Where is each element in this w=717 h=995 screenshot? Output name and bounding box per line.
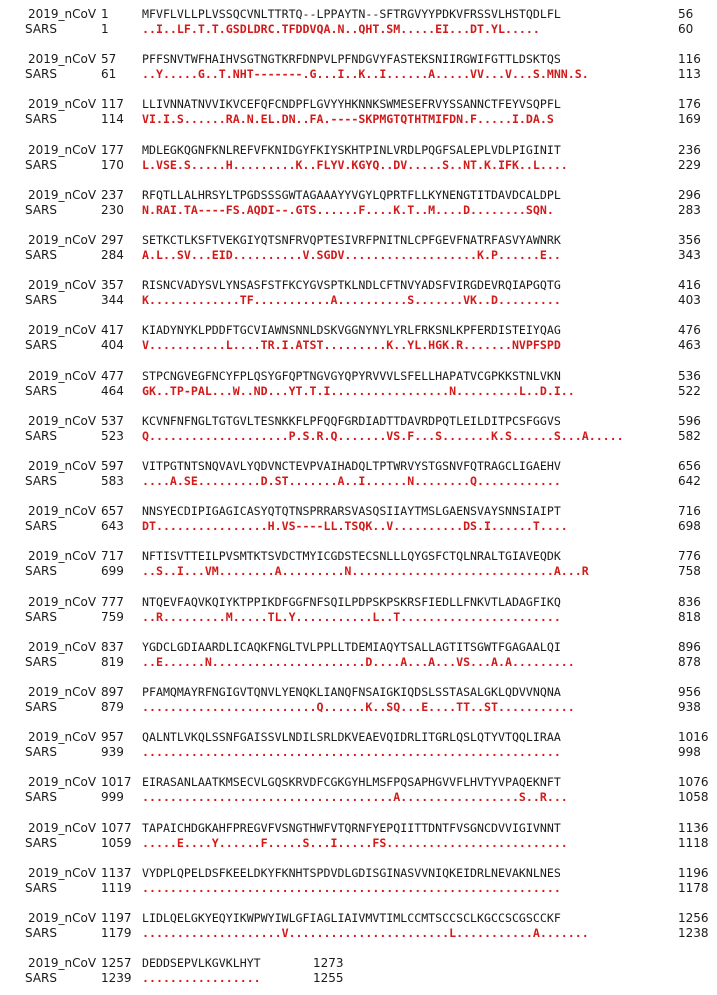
seq2-end-position: 1178 [678,880,709,895]
seq2-sequence: ............................................................ [142,745,561,760]
seq2-end-position: 582 [678,428,701,443]
seq2-sequence: ............................................................ [142,880,561,895]
seq1-name-label: 2019_nCoV [28,278,97,293]
seq1-sequence: NNSYECDIPIGAGICASYQTQTNSPRRARSVASQSIIAYTMSLGAENSVAYSNNSIAIPT [142,504,561,519]
seq2-row [0,157,717,173]
alignment-block [0,51,717,91]
seq2-row [0,835,717,851]
seq1-end-position: 596 [678,413,701,428]
seq2-name-label: SARS [25,293,58,308]
seq2-name-label: SARS [25,338,58,353]
seq1-start-position: 237 [101,187,124,202]
seq1-name-label: 2019_nCoV [28,685,97,699]
seq1-sequence: RISNCVADYSVLYNSASFSTFKCYGVSPTKLNDLCFTNVYADSFVIRGDEVRQIAPGQTG [142,278,561,293]
alignment-block [0,684,717,724]
seq2-sequence: DT................H.VS----LL.TSQK..V..........DS.I......T.... [142,519,568,534]
seq1-start-position: 417 [101,323,124,338]
seq2-sequence: ....................V.......................L...........A....... [142,926,589,940]
seq2-sequence: N.RAI.TA----FS.AQDI--.GTS......F....K.T..M....D........SQN. [142,202,554,217]
alignment-block [0,820,717,860]
seq2-name-label: SARS [25,474,58,488]
seq1-sequence: STPCNGVEGFNCYFPLQSYGFQPTNGVGYQPYRVVVLSFELLHAPATVCGPKKSTNLVKN [142,368,561,383]
seq2-start-position: 61 [101,67,117,82]
seq2-start-position: 699 [101,564,124,579]
seq1-row [0,277,717,293]
seq1-name-label: 2019_nCoV [28,413,97,428]
alignment-block [0,548,717,588]
alignment-block [0,594,717,634]
seq1-sequence: MFVFLVLLPLVSSQCVNLTTRTQ--LPPAYTN--SFTRGVYYPDKVFRSSVLHSTQDLFL [142,7,561,21]
seq2-name-label: SARS [25,202,58,217]
seq2-sequence: ..I..LF.T.T.GSDLDRC.TFDDVQA.N..QHT.SM.....EI...DT.YL..... [142,22,540,36]
seq2-row [0,699,717,715]
seq1-name-label: 2019_nCoV [28,233,97,247]
seq2-name-label: SARS [25,248,58,262]
seq1-sequence: QALNTLVKQLSSNFGAISSVLNDILSRLDKVEAEVQIDRLITGRLQSLQTYVTQQLIRAA [142,730,561,745]
seq1-row [0,6,717,22]
seq2-row [0,292,717,308]
seq2-name-label: SARS [25,22,58,36]
alignment-block [0,503,717,543]
seq2-start-position: 230 [101,202,124,217]
seq2-start-position: 1059 [101,835,132,850]
seq1-start-position: 477 [101,368,124,383]
seq1-end-position: 656 [678,459,701,473]
seq2-end-position: 1238 [678,926,709,940]
seq1-name-label: 2019_nCoV [28,956,97,971]
seq1-name-label: 2019_nCoV [28,820,97,835]
seq2-row [0,111,717,127]
seq2-start-position: 344 [101,293,124,308]
seq2-row [0,247,717,263]
seq1-sequence: TAPAICHDGKAHFPREGVFVSNGTHWFVTQRNFYEPQIITTDNTFVSGNCDVVIGIVNNT [142,820,561,835]
seq2-row [0,563,717,579]
seq2-name-label: SARS [25,112,58,127]
seq1-end-position: 296 [678,187,701,202]
seq2-sequence: ................. [142,971,261,986]
seq2-end-position: 998 [678,745,701,760]
alignment-block [0,774,717,814]
seq2-name-label: SARS [25,835,58,850]
seq2-name-label: SARS [25,700,58,714]
seq1-end-position: 1136 [678,820,709,835]
seq1-row [0,96,717,112]
seq2-start-position: 819 [101,654,124,669]
seq2-row [0,66,717,82]
seq1-name-label: 2019_nCoV [28,459,97,473]
seq1-end-position: 56 [678,7,694,21]
seq2-end-position: 1058 [678,790,709,805]
seq2-row [0,880,717,896]
seq2-row [0,925,717,941]
seq1-name-label: 2019_nCoV [28,639,97,654]
seq1-sequence: PFAMQMAYRFNGIGVTQNVLYENQKLIANQFNSAIGKIQDSLSSTASALGKLQDVVNQNA [142,685,561,699]
seq2-start-position: 643 [101,519,124,534]
seq1-name-label: 2019_nCoV [28,730,97,745]
seq2-sequence: .........................Q......K..SQ...E....TT..ST........... [142,700,575,714]
seq2-start-position: 999 [101,790,124,805]
seq1-sequence: NFTISVTTEILPVSMTKTSVDCTMYICGDSTECSNLLLQYGSFCTQLNRALTGIAVEQDK [142,549,561,564]
seq2-name-label: SARS [25,971,58,986]
seq1-start-position: 957 [101,730,124,745]
seq2-name-label: SARS [25,383,58,398]
seq1-start-position: 1 [101,7,109,21]
seq2-sequence: ....................................A.................S..R... [142,790,568,805]
seq2-start-position: 1119 [101,880,132,895]
seq2-sequence: VI.I.S......RA.N.EL.DN..FA.----SKPMGTQTHTMIFDN.F.....I.DA.S [142,112,554,127]
seq1-name-label: 2019_nCoV [28,187,97,202]
seq1-end-position: 716 [678,504,701,519]
seq2-name-label: SARS [25,609,58,624]
seq1-row [0,413,717,429]
seq2-row [0,609,717,625]
seq1-sequence: SETKCTLKSFTVEKGIYQTSNFRVQPTESIVRFPNITNLCPFGEVFNATRFASVYAWNRK [142,233,561,247]
seq1-start-position: 537 [101,413,124,428]
seq1-row [0,774,717,790]
seq2-end-position: 283 [678,202,701,217]
seq2-row [0,21,717,37]
seq1-start-position: 1137 [101,865,132,880]
seq1-name-label: 2019_nCoV [28,911,97,925]
seq2-sequence: .....E....Y......F.....S...I.....FS.......................... [142,835,568,850]
seq2-name-label: SARS [25,519,58,534]
seq2-sequence: ....A.SE.........D.ST.......A..I......N........Q............ [142,474,561,488]
seq2-end-position: 169 [678,112,701,127]
seq2-name-label: SARS [25,880,58,895]
seq1-end-position: 1016 [678,730,709,745]
seq2-end-position: 758 [678,564,701,579]
seq2-start-position: 583 [101,474,124,488]
seq1-end-position: 1256 [678,911,709,925]
seq1-start-position: 837 [101,639,124,654]
seq1-end-position: 476 [678,323,701,338]
alignment-block [0,322,717,362]
seq2-end-position: 1255 [313,971,344,986]
seq1-row [0,187,717,203]
seq2-start-position: 170 [101,157,124,172]
seq1-end-position: 536 [678,368,701,383]
seq2-end-position: 522 [678,383,701,398]
seq2-row [0,744,717,760]
seq1-name-label: 2019_nCoV [28,594,97,609]
alignment-block [0,910,717,950]
seq1-start-position: 597 [101,459,124,473]
seq2-end-position: 642 [678,474,701,488]
alignment-block [0,96,717,136]
seq1-start-position: 717 [101,549,124,564]
seq1-row [0,684,717,700]
seq1-start-position: 297 [101,233,124,247]
seq2-name-label: SARS [25,67,58,82]
seq1-name-label: 2019_nCoV [28,52,97,67]
alignment-block [0,729,717,769]
seq1-end-position: 116 [678,52,701,67]
seq1-row [0,503,717,519]
seq1-row [0,639,717,655]
seq2-row [0,383,717,399]
seq1-row [0,232,717,248]
seq1-sequence: PFFSNVTWFHAIHVSGTNGTKRFDNPVLPFNDGVYFASTEKSNIIRGWIFGTTLDSKTQS [142,52,561,67]
seq2-name-label: SARS [25,428,58,443]
seq2-name-label: SARS [25,926,58,940]
seq1-sequence: RFQTLLALHRSYLTPGDSSSGWTAGAAAYYVGYLQPRTFLLKYNENGTITDAVDCALDPL [142,187,561,202]
seq1-start-position: 117 [101,97,124,112]
seq2-name-label: SARS [25,790,58,805]
seq2-sequence: ..R.........M.....TL.Y...........L..T....................... [142,609,561,624]
seq2-end-position: 343 [678,248,701,262]
seq1-end-position: 1196 [678,865,709,880]
seq1-end-position: 1076 [678,775,709,790]
seq2-end-position: 463 [678,338,701,353]
seq1-name-label: 2019_nCoV [28,7,97,21]
seq2-start-position: 523 [101,428,124,443]
seq2-sequence: ..S..I...VM........A.........N.............................A...R [142,564,589,579]
seq1-sequence: DEDDSEPVLKGVKLHYT [142,956,261,971]
seq1-name-label: 2019_nCoV [28,323,97,338]
seq1-sequence: VYDPLQPELDSFKEELDKYFKNHTSPDVDLGDISGINASVVNIQKEIDRLNEVAKNLNES [142,865,561,880]
seq1-end-position: 956 [678,685,701,699]
seq1-row [0,322,717,338]
seq2-name-label: SARS [25,745,58,760]
seq2-sequence: V...........L....TR.I.ATST.........K..YL.HGK.R.......NVPFSPD [142,338,561,353]
seq1-name-label: 2019_nCoV [28,865,97,880]
seq1-start-position: 657 [101,504,124,519]
seq2-name-label: SARS [25,654,58,669]
seq2-end-position: 403 [678,293,701,308]
seq2-name-label: SARS [25,564,58,579]
seq2-name-label: SARS [25,157,58,172]
seq1-row [0,820,717,836]
alignment-block [0,955,717,995]
seq2-row [0,654,717,670]
seq2-sequence: GK..TP-PAL...W..ND...YT.T.I.................N.........L..D.I.. [142,383,575,398]
seq1-end-position: 236 [678,142,701,157]
alignment-block [0,458,717,498]
seq2-row [0,518,717,534]
seq2-end-position: 60 [678,22,694,36]
seq2-start-position: 114 [101,112,124,127]
seq1-start-position: 777 [101,594,124,609]
seq2-end-position: 1118 [678,835,709,850]
alignment-block [0,639,717,679]
seq1-row [0,729,717,745]
seq1-start-position: 357 [101,278,124,293]
seq2-start-position: 404 [101,338,124,353]
seq2-start-position: 284 [101,248,124,262]
seq2-row [0,202,717,218]
seq1-end-position: 776 [678,549,701,564]
seq1-row [0,548,717,564]
seq1-row [0,142,717,158]
seq1-start-position: 897 [101,685,124,699]
seq1-row [0,865,717,881]
seq1-sequence: YGDCLGDIAARDLICAQKFNGLTVLPPLLTDEMIAQYTSALLAGTITSGWTFGAGAALQI [142,639,561,654]
seq1-name-label: 2019_nCoV [28,775,97,790]
seq1-name-label: 2019_nCoV [28,142,97,157]
seq1-start-position: 1257 [101,956,132,971]
seq2-row [0,789,717,805]
seq1-sequence: KIADYNYKLPDDFTGCVIAWNSNNLDSKVGGNYNYLYRLFRKSNLKPFERDISTEIYQAG [142,323,561,338]
seq1-end-position: 176 [678,97,701,112]
seq1-sequence: NTQEVFAQVKQIYKTPPIKDFGGFNFSQILPDPSKPSKRSFIEDLLFNKVTLADAGFIKQ [142,594,561,609]
seq1-sequence: KCVNFNFNGLTGTGVLTESNKKFLPFQQFGRDIADTTDAVRDPQTLEILDITPCSFGGVS [142,413,561,428]
seq2-end-position: 938 [678,700,701,714]
seq1-end-position: 1273 [313,956,344,971]
seq1-sequence: EIRASANLAATKMSECVLGQSKRVDFCGKGYHLMSFPQSAPHGVVFLHVTYVPAQEKNFT [142,775,561,790]
seq1-end-position: 896 [678,639,701,654]
seq2-start-position: 879 [101,700,124,714]
seq2-start-position: 759 [101,609,124,624]
seq2-start-position: 1179 [101,926,132,940]
alignment-block [0,142,717,182]
seq2-sequence: Q....................P.S.R.Q.......VS.F...S.......K.S......S...A..... [142,428,624,443]
seq1-sequence: MDLEGKQGNFKNLREFVFKNIDGYFKIYSKHTPINLVRDLPQGFSALEPLVDLPIGINIT [142,142,561,157]
alignment-block [0,187,717,227]
seq1-row [0,955,717,971]
seq2-start-position: 939 [101,745,124,760]
seq1-sequence: VITPGTNTSNQVAVLYQDVNCTEVPVAIHADQLTPTWRVYSTGSNVFQTRAGCLIGAEHV [142,459,561,473]
seq1-sequence: LIDLQELGKYEQYIKWPWYIWLGFIAGLIAIVMVTIMLCCMTSCCSCLKGCCSCGSCCKF [142,911,561,925]
seq2-row [0,337,717,353]
seq2-end-position: 818 [678,609,701,624]
seq1-start-position: 1077 [101,820,132,835]
seq1-end-position: 416 [678,278,701,293]
alignment-block [0,413,717,453]
seq2-sequence: ..E......N......................D....A...A...VS...A.A......... [142,654,575,669]
alignment-block [0,368,717,408]
seq1-start-position: 57 [101,52,117,67]
seq2-row [0,473,717,489]
seq1-name-label: 2019_nCoV [28,97,97,112]
seq2-sequence: L.VSE.S.....H.........K..FLYV.KGYQ..DV.....S..NT.K.IFK..L.... [142,157,568,172]
seq2-start-position: 1239 [101,971,132,986]
alignment-block [0,865,717,905]
seq1-sequence: LLIVNNATNVVIKVCEFQFCNDPFLGVYYHKNNKSWMESEFRVYSSANNCTFEYVSQPFL [142,97,561,112]
seq2-sequence: ..Y.....G..T.NHT-------.G...I..K..I......A.....VV...V...S.MNN.S. [142,67,589,82]
seq1-row [0,910,717,926]
seq2-sequence: A.L..SV...EID..........V.SGDV...................K.P......E.. [142,248,561,262]
alignment-block [0,277,717,317]
seq2-end-position: 878 [678,654,701,669]
seq2-sequence: K.............TF...........A..........S.......VK..D......... [142,293,561,308]
seq1-row [0,51,717,67]
seq1-row [0,458,717,474]
seq2-end-position: 229 [678,157,701,172]
seq2-start-position: 1 [101,22,109,36]
seq2-start-position: 464 [101,383,124,398]
seq2-row [0,970,717,986]
alignment-block [0,6,717,46]
seq1-end-position: 836 [678,594,701,609]
seq1-start-position: 1197 [101,911,132,925]
seq1-start-position: 1017 [101,775,132,790]
seq2-end-position: 698 [678,519,701,534]
seq1-start-position: 177 [101,142,124,157]
seq1-name-label: 2019_nCoV [28,549,97,564]
seq1-row [0,594,717,610]
alignment-block [0,232,717,272]
seq1-name-label: 2019_nCoV [28,504,97,519]
seq1-row [0,368,717,384]
seq1-name-label: 2019_nCoV [28,368,97,383]
seq2-end-position: 113 [678,67,701,82]
seq1-end-position: 356 [678,233,701,247]
seq2-row [0,428,717,444]
